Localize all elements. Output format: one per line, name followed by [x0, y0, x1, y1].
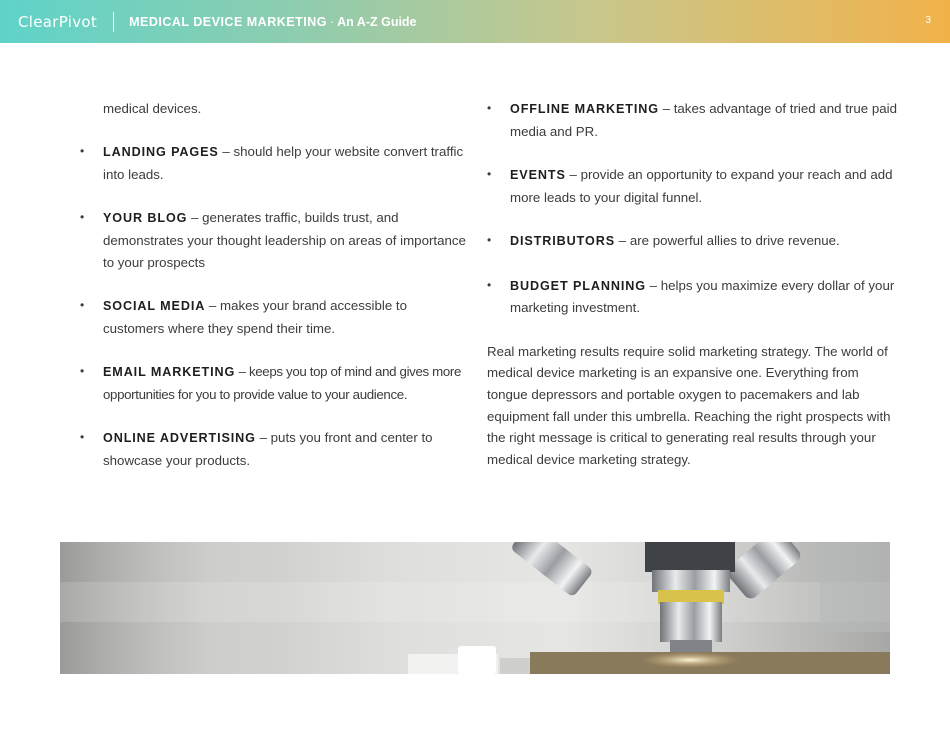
- bullet-icon: •: [80, 430, 85, 445]
- item-description: – generates traffic, builds trust, and demonstrates your thought leadership on areas of importance to your prospects: [103, 210, 466, 270]
- item-term: ONLINE ADVERTISING: [103, 431, 256, 446]
- page-number: 3: [925, 15, 931, 26]
- bullet-icon: •: [487, 101, 492, 115]
- bullet-icon: •: [487, 167, 492, 182]
- item-term: EVENTS: [510, 168, 566, 183]
- item-description: – are powerful allies to drive revenue.: [615, 233, 840, 249]
- item-term: SOCIAL MEDIA: [103, 299, 206, 314]
- header-divider: [113, 12, 114, 32]
- list-item: [487, 164, 897, 208]
- item-description: – provide an opportunity to expand your reach and add more leads to your digital funnel.: [510, 167, 893, 205]
- item-term: OFFLINE MARKETING: [510, 102, 659, 116]
- item-description: – puts you front and center to showcase your products.: [103, 430, 433, 469]
- bullet-icon: •: [487, 277, 492, 292]
- list-item: [487, 98, 897, 142]
- right-column: [487, 98, 897, 471]
- list-item: [487, 230, 897, 253]
- bullet-icon: •: [80, 144, 85, 159]
- microscope-illustration: [60, 542, 890, 674]
- item-description: – keeps you top of mind and gives more opportunities for you to provide value to your audience.: [103, 364, 462, 403]
- bullet-icon: •: [80, 364, 84, 379]
- item-description: – takes advantage of tried and true paid media and PR.: [510, 101, 897, 139]
- list-item: [80, 361, 472, 405]
- bullet-icon: •: [487, 233, 492, 248]
- item-term: LANDING PAGES: [103, 145, 219, 160]
- microscope-photo: [60, 542, 890, 674]
- page-header: [0, 0, 950, 43]
- clearpivot-logo: ClearPivot: [18, 12, 98, 31]
- item-description: – makes your brand accessible to customers where they spend their time.: [103, 298, 408, 336]
- title-separator: ·: [329, 14, 335, 29]
- item-term: BUDGET PLANNING: [510, 278, 646, 293]
- document-title: MEDICAL DEVICE MARKETING: [129, 14, 327, 29]
- continuation-text: medical devices.: [103, 101, 202, 116]
- list-item: [80, 295, 472, 339]
- item-term: YOUR BLOG: [103, 211, 188, 226]
- left-column: [80, 98, 472, 494]
- list-item: [80, 141, 472, 185]
- list-item: [487, 275, 897, 319]
- body-paragraph: Real marketing results require solid marketing strategy. The world of medical device marketing is an expansive one. Everything from tongue depressors and portable oxygen to pacemakers and lab equipment fall under this umbrella. Reaching the right prospects with the right message is critical to generating real results through your medical device marketing strategy.: [487, 343, 891, 468]
- item-description: – helps you maximize every dollar of your marketing investment.: [510, 277, 895, 316]
- list-item: [80, 427, 472, 471]
- item-term: EMAIL MARKETING: [103, 365, 236, 380]
- list-item: [80, 207, 472, 273]
- document-subtitle: An A-Z Guide: [337, 14, 417, 29]
- item-term: DISTRIBUTORS: [510, 234, 616, 249]
- bullet-icon: •: [80, 210, 85, 225]
- item-description: – should help your website convert traffic into leads.: [103, 144, 464, 183]
- bullet-icon: •: [80, 298, 85, 313]
